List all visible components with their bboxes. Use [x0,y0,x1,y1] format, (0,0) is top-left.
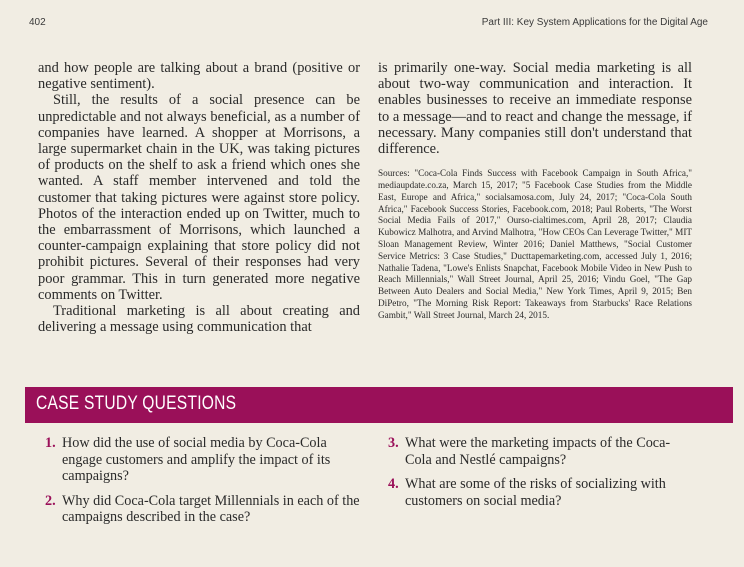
part-title: Part III: Key System Applications for the Digital Age [481,17,708,28]
left-column [38,60,360,335]
question-text: How did the use of social media by Coca-Cola engage customers and amplify the impact of its campaigns? [62,435,331,484]
case-study-banner [25,387,733,423]
right-column [378,60,692,322]
body-paragraph: and how people are talking about a brand (positive or negative sentiment). [38,60,360,93]
question-number: 4. [388,476,399,492]
question-number: 1. [45,435,56,451]
question-item [45,493,365,526]
page-number: 402 [29,17,46,28]
questions-left [45,435,365,534]
question-text: What are some of the risks of socializing with customers on social media? [405,476,666,509]
case-study-title: CASE STUDY QUESTIONS [36,393,237,414]
question-number: 2. [45,492,56,509]
question-item [388,435,688,468]
question-number: 3. [388,435,399,451]
question-item [388,476,688,509]
questions-right [388,435,688,517]
question-text: What were the marketing impacts of the Coca-Cola and Nestlé campaigns? [405,435,671,468]
sources-text: Sources: "Coca-Cola Finds Success with Facebook Campaign in South Africa," mediaupdate.co.za, March 15, 2017; "5 Facebook Case Studies from the Middle East, Europe and Africa," socialsamosa.com, July 24, 2017; "Coca-Cola South Africa," Facebook Success Stories, Facebook.com, 2018; Paul Roberts, "The Worst Social Media Fails of 2017," Ourso-cialtimes.com, April 28, 2017; Claudia Kubowicz Malhotra, and Arvind Malhotra, "How CEOs Can Leverage Twitter," MIT Sloan Management Review, Winter 2016; Daniel Matthews, "Social Customer Service Metrics: 3 Case Studies," Ducttapemarketing.com, accessed July 1, 2016; Nathalie Tadena, "Lowe's Enlists Snapchat, Facebook Mobile Video in New Push to Reach Millennials," Wall Street Journal, April 25, 2016; Vindu Goel, "The Gap Between Auto Dealers and Social Media," New York Times, April 9, 2015; Ben DiPetro, "The Morning Risk Report: Takeaways from Starbucks' Race Relations Gambit," Wall Street Journal, March 24, 2015. [378,168,692,320]
body-paragraph: Still, the results of a social presence can be unpredictable and not always beneficial, as a number of companies have learned. A shopper at Morrisons, a large supermarket chain in the UK, was taking pictures of products on the shelf to ask a friend which ones she wanted. A staff member intervened and told the customer that taking pictures were against store policy. Photos of the interaction ended up on Twitter, much to the embarrassment of Morrisons, which launched a counter-campaign explaining that store policy did not prohibit pictures. Several of their responses had very poor grammar. This in turn generated more negative comments on Twitter. [38,92,360,303]
body-paragraph: Traditional marketing is all about creating and delivering a message using communication that [38,303,360,336]
question-text: Why did Coca-Cola target Millennials in each of the campaigns described in the case? [62,492,360,525]
question-item [45,435,365,485]
body-paragraph: is primarily one-way. Social media marketing is all about two-way communication and interaction. It enables businesses to receive an immediate response to a message—and to react and change the message, if necessary. Many companies still don't understand that difference. [378,60,692,158]
sources-note [378,168,692,321]
